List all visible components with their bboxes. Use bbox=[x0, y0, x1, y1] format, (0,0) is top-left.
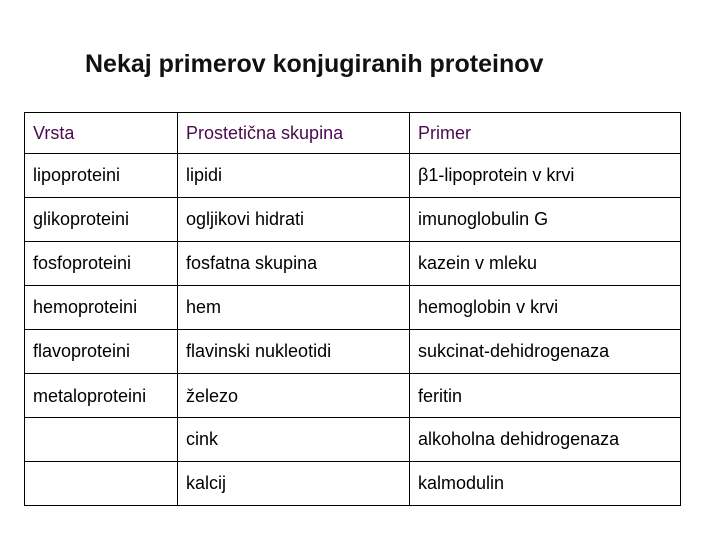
cell-example: feritin bbox=[410, 374, 681, 418]
table-header-row bbox=[25, 113, 681, 154]
cell-example: imunoglobulin G bbox=[410, 198, 681, 242]
table-row bbox=[25, 330, 681, 374]
conjugated-proteins-table bbox=[24, 112, 681, 506]
cell-type: metaloproteini bbox=[25, 374, 178, 418]
cell-example: β1-lipoprotein v krvi bbox=[410, 154, 681, 198]
cell-prosthetic-group: hem bbox=[178, 286, 410, 330]
cell-type: glikoproteini bbox=[25, 198, 178, 242]
header-cell-type: Vrsta bbox=[25, 113, 178, 154]
cell-prosthetic-group: lipidi bbox=[178, 154, 410, 198]
cell-type: flavoproteini bbox=[25, 330, 178, 374]
header-cell-example: Primer bbox=[410, 113, 681, 154]
table-row bbox=[25, 286, 681, 330]
cell-type: fosfoproteini bbox=[25, 242, 178, 286]
cell-prosthetic-group: fosfatna skupina bbox=[178, 242, 410, 286]
table-row bbox=[25, 198, 681, 242]
cell-prosthetic-group: kalcij bbox=[178, 462, 410, 506]
cell-prosthetic-group: cink bbox=[178, 418, 410, 462]
table-row bbox=[25, 374, 681, 418]
cell-example: sukcinat-dehidrogenaza bbox=[410, 330, 681, 374]
page-title: Nekaj primerov konjugiranih proteinov bbox=[85, 50, 544, 78]
cell-prosthetic-group: železo bbox=[178, 374, 410, 418]
cell-example: alkoholna dehidrogenaza bbox=[410, 418, 681, 462]
table-row bbox=[25, 154, 681, 198]
cell-prosthetic-group: flavinski nukleotidi bbox=[178, 330, 410, 374]
table-row bbox=[25, 462, 681, 506]
cell-example: kazein v mleku bbox=[410, 242, 681, 286]
cell-type: hemoproteini bbox=[25, 286, 178, 330]
header-cell-prosthetic-group: Prostetična skupina bbox=[178, 113, 410, 154]
cell-type: lipoproteini bbox=[25, 154, 178, 198]
cell-example: kalmodulin bbox=[410, 462, 681, 506]
cell-type bbox=[25, 462, 178, 506]
table-row bbox=[25, 418, 681, 462]
cell-prosthetic-group: ogljikovi hidrati bbox=[178, 198, 410, 242]
cell-example: hemoglobin v krvi bbox=[410, 286, 681, 330]
cell-type bbox=[25, 418, 178, 462]
table-row bbox=[25, 242, 681, 286]
